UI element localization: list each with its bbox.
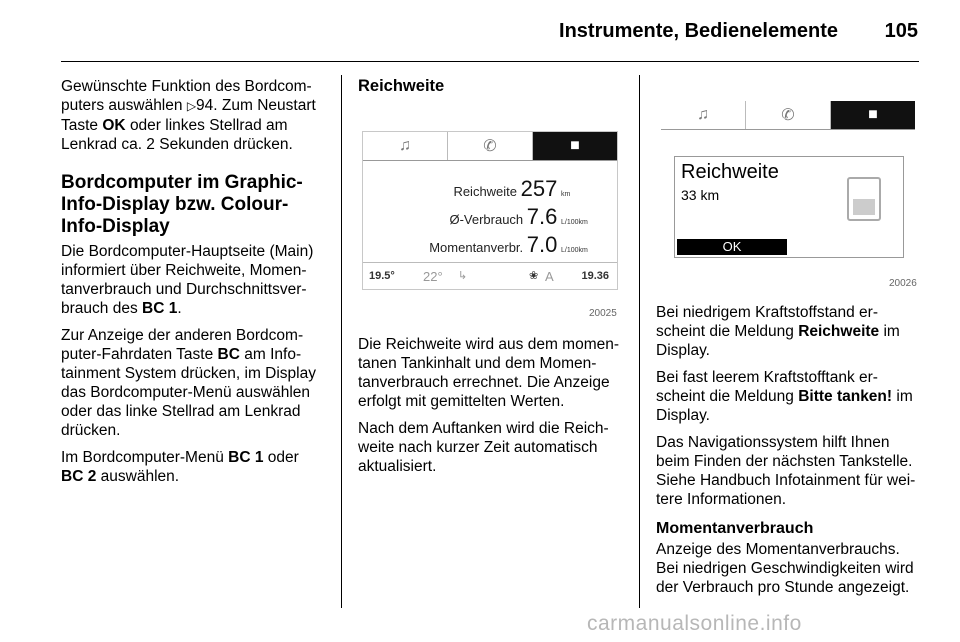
audio-tab-icon: ♫ — [661, 101, 746, 129]
paragraph: Nach dem Auftanken wird die Reich-weite nach kurzer Zeit automatisch aktualisiert. — [358, 420, 609, 475]
paragraph: Anzeige des Momentanverbrauchs. Bei niedrigen Geschwindigkeiten wird der Verbrauch pro Stunde angezeigt. — [656, 541, 914, 596]
display-status-bar — [363, 262, 617, 289]
paragraph: Im Bordcomputer-Menü BC 1 oder BC 2 auswählen. — [61, 449, 299, 485]
paragraph: Das Navigationssystem hilft Ihnen beim Finden der nächsten Tankstelle. Siehe Handbuch Infotainment für wei-tere Informationen. — [656, 434, 916, 508]
set-temp: 22° — [423, 269, 443, 284]
watermark: carmanualsonline.info — [587, 612, 802, 635]
column-1 — [61, 77, 329, 494]
figure-number: 20026 — [889, 278, 917, 289]
display-tabs — [363, 132, 617, 161]
section-heading: Reichweite — [358, 77, 445, 95]
paragraph: Bei niedrigem Kraftstoffstand er-scheint die Meldung Reichweite im Display. — [656, 304, 900, 359]
audio-tab-icon: ♫ — [363, 132, 448, 160]
section-heading: Momentanverbrauch — [656, 520, 814, 537]
page-number: 105 — [884, 20, 918, 42]
paragraph: Die Bordcomputer-Hauptseite (Main) informiert über Reichweite, Momen-tanverbrauch und Durchschnittsver-brauch des BC 1. — [61, 243, 314, 317]
climate-mode: A — [545, 269, 554, 284]
warning-value: 33 km — [681, 187, 720, 203]
display-row: Ø-Verbrauch 7.6 L/100km — [449, 204, 588, 229]
display-tabs — [661, 101, 915, 130]
clock: 19.36 — [581, 270, 609, 282]
paragraph: Zur Anzeige der anderen Bordcom-puter-Fahrdaten Taste BC am Info-tainment System drücken, im Display das Bordcomputer-Menü auswählen oder das linke Stellrad am Lenkrad drücken. — [61, 327, 316, 439]
range-warning-display — [661, 101, 915, 259]
paragraph: Die Reichweite wird aus dem momen-tanen Tankinhalt und dem Momen-tanverbrauch errechnet. Die Anzeige erfolgt mit gemittelten Werten. — [358, 336, 620, 410]
column-divider — [639, 75, 640, 608]
warning-dialog — [674, 156, 904, 258]
figure-number: 20025 — [589, 308, 617, 319]
phone-tab-icon: ✆ — [448, 132, 533, 160]
phone-tab-icon: ✆ — [746, 101, 831, 129]
column-divider — [341, 75, 342, 608]
section-heading: Bordcomputer im Graphic-Info-Display bzw. Colour-Info-Display — [61, 172, 303, 237]
warning-title: Reichweite — [681, 161, 779, 183]
paragraph: Bei fast leerem Kraftstofftank er-scheint die Meldung Bitte tanken! im Display. — [656, 369, 913, 424]
column-3-text — [656, 303, 924, 605]
fuel-pump-icon — [847, 177, 881, 221]
display-row: Reichweite 257 km — [453, 176, 571, 201]
header-rule — [61, 61, 919, 62]
fan-icon: ❀ — [529, 270, 539, 282]
column-2 — [358, 77, 626, 98]
car-tab-icon: ■ — [831, 101, 915, 129]
running-header-title: Instrumente, Bedienelemente — [559, 20, 838, 42]
ok-button[interactable]: OK — [677, 239, 787, 255]
column-2-text — [358, 335, 630, 484]
car-tab-icon: ■ — [533, 132, 617, 160]
display-row: Momentanverbr. 7.0 L/100km — [429, 232, 588, 257]
arrow-ref-icon: ▷ — [186, 99, 197, 113]
page-ref-link[interactable]: 94 — [196, 97, 214, 114]
intro-paragraph: Gewünschte Funktion des Bordcom- puters auswählen ▷94. Zum Neustart Taste OK oder linkes Stellrad am Lenkrad ca. 2 Sekunden drücken. — [61, 78, 316, 153]
airflow-icon: ↳ — [458, 270, 468, 282]
outside-temp: 19.5° — [369, 270, 395, 282]
trip-computer-display — [362, 131, 618, 290]
